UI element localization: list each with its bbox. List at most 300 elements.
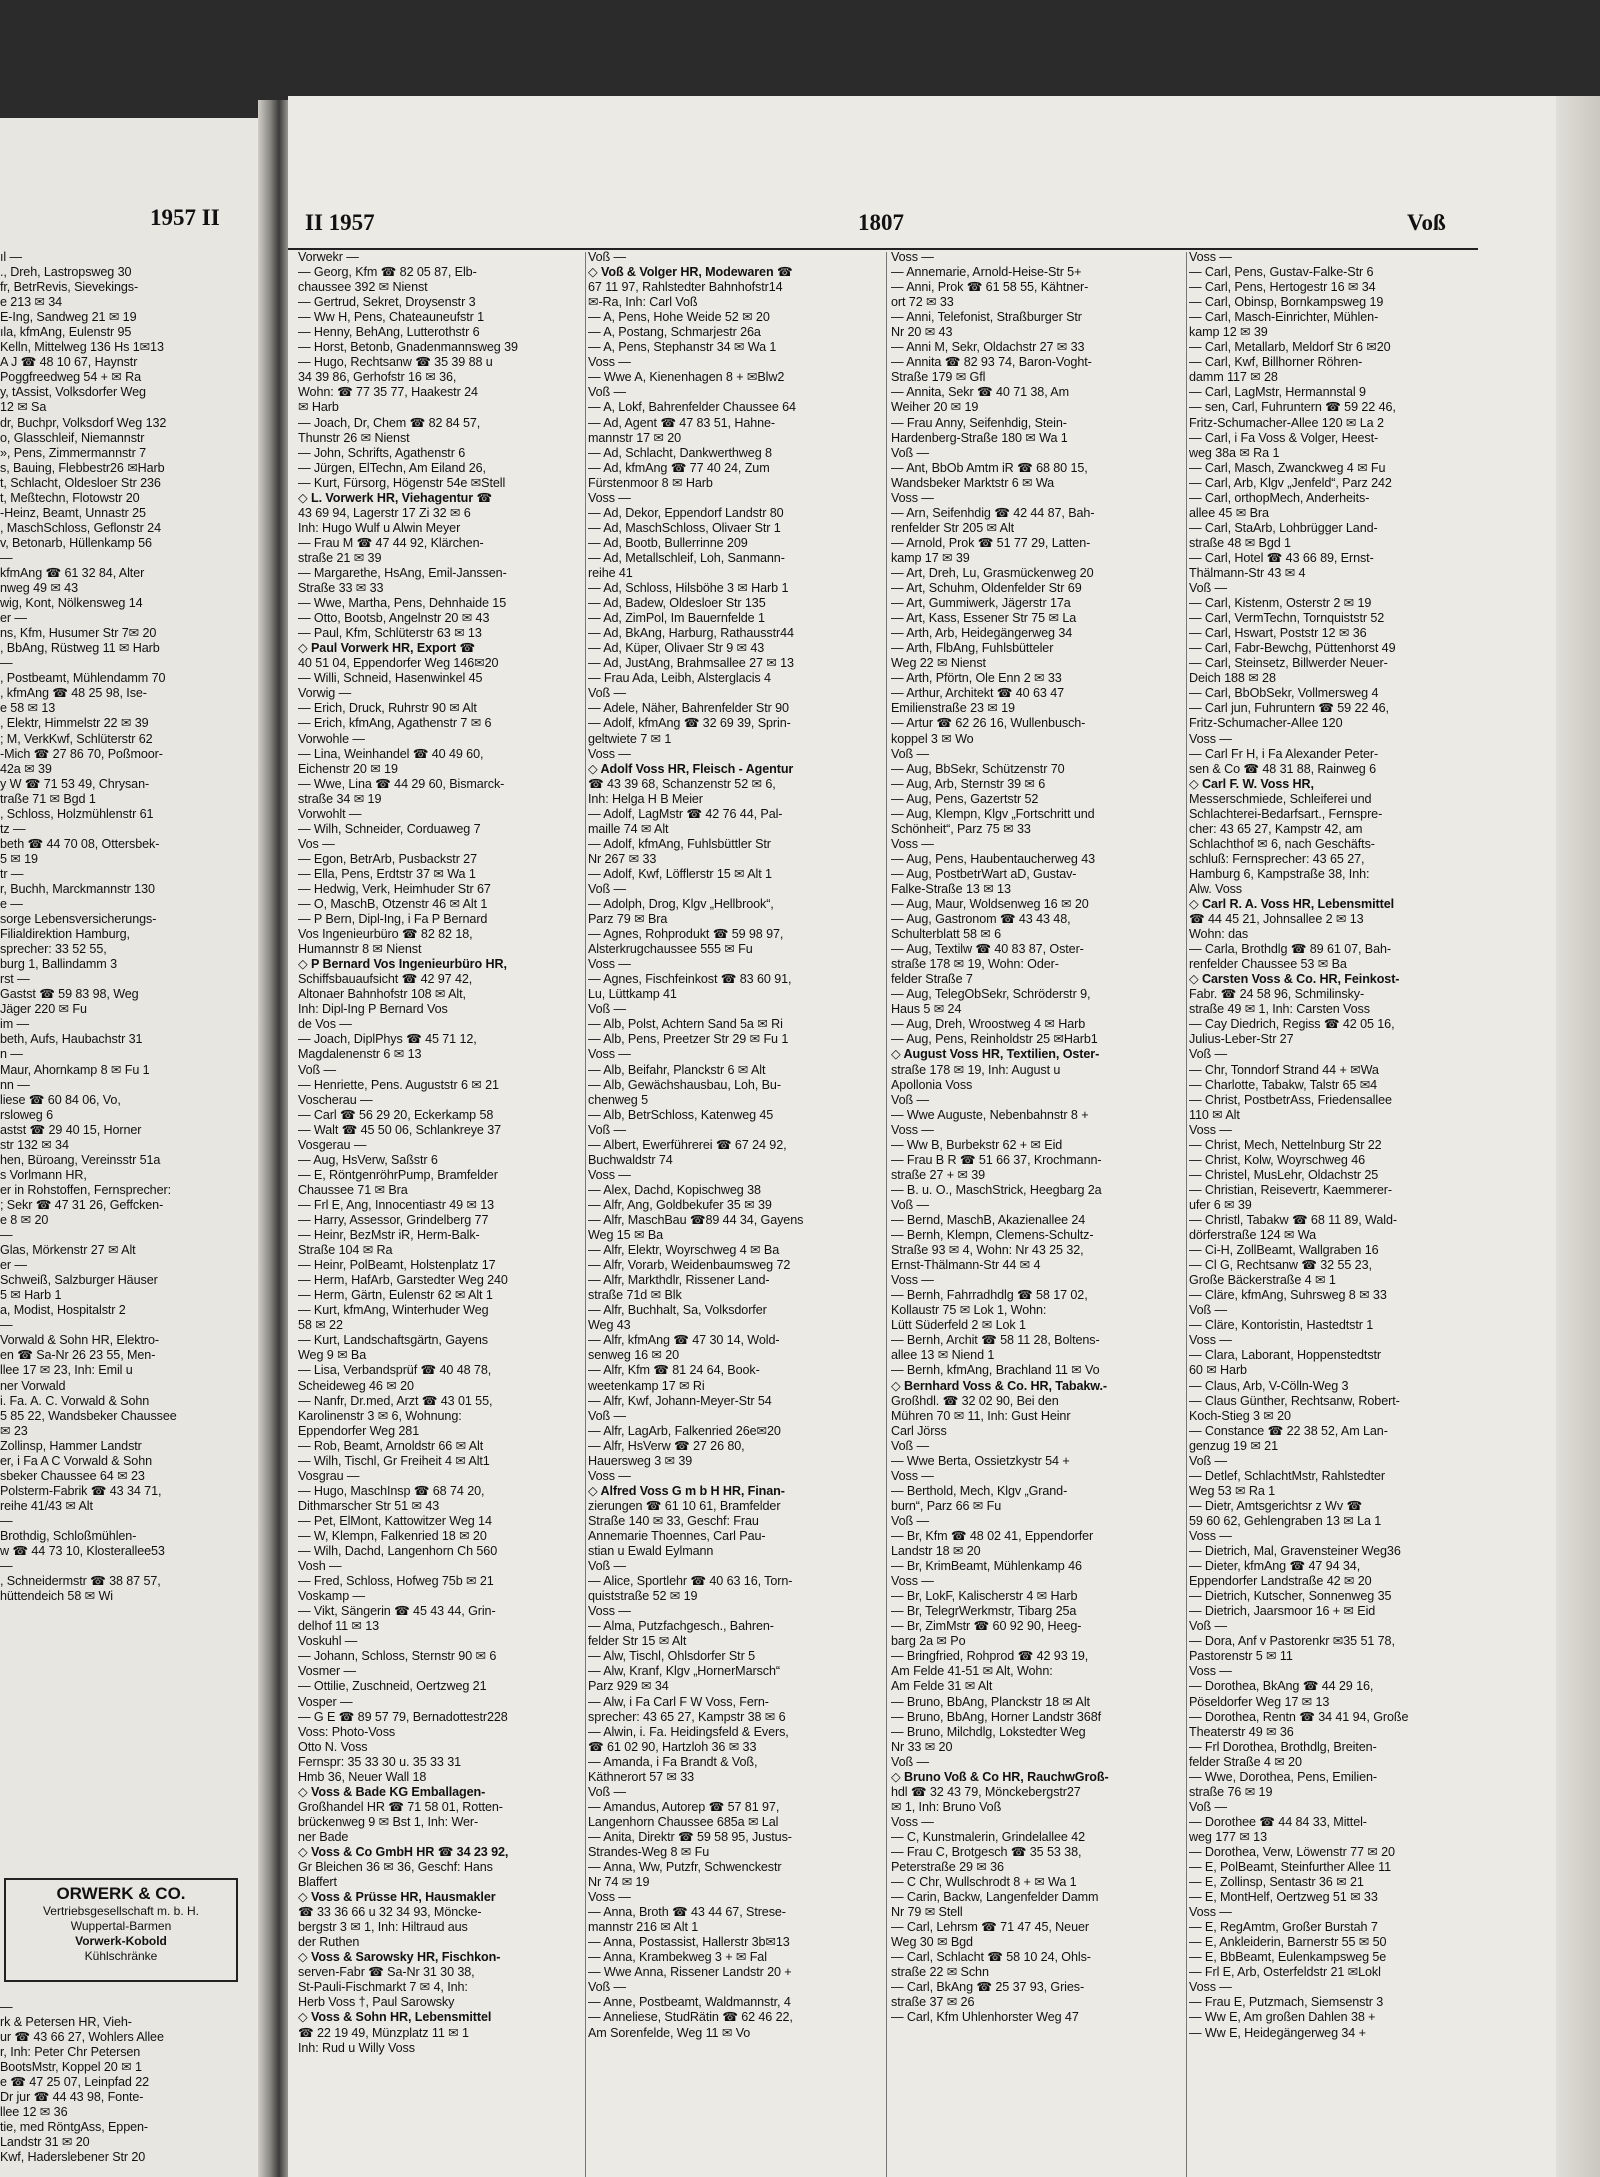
directory-entry-line: — Aug, Arb, Sternstr 39 ✉ 6: [891, 776, 1046, 791]
directory-entry-line: cher: 43 65 27, Kampstr 42, am: [1189, 821, 1363, 836]
right-page-label: II 1957: [305, 210, 375, 235]
directory-entry-line: allee 45 ✉ Bra: [1189, 505, 1269, 520]
directory-entry-line: a, Modist, Hospitalstr 2: [0, 1303, 126, 1318]
directory-entry-line: Nr 20 ✉ 43: [891, 325, 953, 340]
directory-entry-line: — Bernh, Archit ☎ 58 11 28, Boltens-: [891, 1333, 1100, 1348]
left-page-year: 1957 II: [150, 205, 220, 230]
directory-entry-line: — Arth, FlbAng, Fuhlsbütteler: [891, 641, 1054, 656]
directory-entry-line: , MaschSchloss, Geflonstr 24: [0, 520, 161, 535]
directory-entry-line: -Mich ☎ 27 86 70, Poßmoor-: [0, 746, 163, 761]
directory-entry-line: hüttendeich 58 ✉ Wi: [0, 1589, 113, 1604]
directory-entry-line: allee 13 ✉ Niend 1: [891, 1348, 995, 1363]
directory-entry-line: serven-Fabr ☎ Sa-Nr 31 30 38,: [298, 1965, 475, 1980]
directory-entry-line: — Cläre, kfmAng, Suhrsweg 8 ✉ 33: [1189, 1288, 1387, 1303]
directory-entry-line: — Johann, Schloss, Sternstr 90 ✉ 6: [298, 1649, 497, 1664]
directory-entry-line: ◇ Bernhard Voss & Co. HR, Tabakw.-: [891, 1378, 1107, 1393]
directory-entry-line: —: [0, 1318, 13, 1333]
directory-entry-line: , Schneidermstr ☎ 38 87 57,: [0, 1574, 161, 1589]
directory-entry-line: Voß —: [588, 1408, 626, 1423]
directory-entry-line: — Ww E, Am großen Dahlen 38 +: [1189, 2010, 1376, 2025]
directory-entry-line: Voss —: [891, 1814, 934, 1829]
directory-entry-line: — E, PolBeamt, Steinfurther Allee 11: [1189, 1860, 1391, 1875]
directory-entry-line: — Carl, Kistenm, Osterstr 2 ✉ 19: [1189, 596, 1372, 611]
directory-entry-line: burn“, Parz 66 ✉ Fu: [891, 1498, 1002, 1513]
directory-entry-line: Vosmer —: [298, 1664, 356, 1679]
directory-entry-line: ✉ 1, Inh: Bruno Voß: [891, 1799, 1002, 1814]
directory-entry-line: e ☎ 47 25 07, Leinpfad 22: [0, 2075, 150, 2090]
directory-entry-line: — Vikt, Sängerin ☎ 45 43 44, Grin-: [298, 1604, 496, 1619]
directory-entry-line: Voß —: [891, 1092, 929, 1107]
directory-entry-line: — Alwin, i. Fa. Heidingsfeld & Evers,: [588, 1724, 789, 1739]
directory-entry-line: Thunstr 26 ✉ Nienst: [298, 430, 410, 445]
directory-entry-line: , BbAng, Rüstweg 11 ✉ Harb: [0, 641, 160, 656]
directory-entry-line: — A, Pens, Stephanstr 34 ✉ Wa 1: [588, 340, 777, 355]
directory-entry-line: — Carl, Arb, Klgv „Jenfeld“, Parz 242: [1189, 475, 1392, 490]
directory-entry-line: sorge Lebensversicherungs-: [0, 912, 157, 927]
directory-entry-line: Nr 33 ✉ 20: [891, 1739, 953, 1754]
directory-entry-line: — Hugo, MaschInsp ☎ 68 74 20,: [298, 1483, 485, 1498]
directory-entry-line: — A, Postang, Schmarjestr 26a: [588, 325, 761, 340]
directory-entry-line: Voß —: [588, 385, 626, 400]
directory-entry-line: Voss —: [588, 490, 631, 505]
directory-entry-line: hdl ☎ 32 43 79, Mönckebergstr27: [891, 1784, 1081, 1799]
directory-entry-line: senweg 16 ✉ 20: [588, 1348, 680, 1363]
directory-entry-line: straße 178 ✉ 19, Inh: August u: [891, 1062, 1061, 1077]
directory-entry-line: — Annita, Sekr ☎ 40 71 38, Am: [891, 385, 1069, 400]
directory-entry-line: Voß —: [588, 1980, 626, 1995]
directory-entry-line: Weg 30 ✉ Bgd: [891, 1935, 973, 1950]
directory-entry-line: — Anni, Telefonist, Straßburger Str: [891, 310, 1082, 325]
directory-entry-line: ◇ Voss & Sohn HR, Lebensmittel: [298, 2010, 492, 2025]
directory-entry-line: e —: [0, 897, 23, 912]
directory-entry-line: Voscherau —: [298, 1092, 373, 1107]
directory-entry-line: — Ad, Metallschleif, Loh, Sanmann-: [588, 550, 785, 565]
directory-entry-line: — Aug, Dreh, Wroostweg 4 ✉ Harb: [891, 1017, 1086, 1032]
directory-column-1: [298, 250, 580, 2056]
directory-entry-line: — Carl jun, Fuhruntern ☎ 59 22 46,: [1189, 701, 1389, 716]
directory-entry-line: Voß —: [588, 1122, 626, 1137]
directory-entry-line: Dithmarscher Str 51 ✉ 43: [298, 1498, 440, 1513]
directory-entry-line: 5 ✉ Harb 1: [0, 1288, 62, 1303]
directory-entry-line: ıl —: [0, 250, 22, 264]
page-number: 1807: [858, 210, 904, 235]
directory-entry-line: Wohn: das: [1189, 927, 1249, 942]
directory-entry-line: — Claus Günther, Rechtsanw, Robert-: [1189, 1393, 1400, 1408]
directory-entry-line: dörferstraße 124 ✉ Wa: [1189, 1228, 1316, 1243]
directory-entry-line: — Alfr, Vorarb, Weidenbaumsweg 72: [588, 1258, 791, 1273]
directory-entry-line: Maur, Ahornkamp 8 ✉ Fu 1: [0, 1062, 150, 1077]
directory-entry-line: w ☎ 44 73 10, Klosterallee53: [0, 1544, 165, 1559]
directory-entry-line: — Anna, Ww, Putzfr, Schwenckestr: [588, 1860, 782, 1875]
directory-entry-line: weetenkamp 17 ✉ Ri: [588, 1378, 705, 1393]
directory-entry-line: — Ww B, Burbekstr 62 + ✉ Eid: [891, 1137, 1063, 1152]
directory-entry-line: — Anna, Broth ☎ 43 44 67, Strese-: [588, 1905, 786, 1920]
directory-entry-line: — Carl, Masch, Zwanckweg 4 ✉ Fu: [1189, 460, 1386, 475]
directory-entry-line: — Constance ☎ 22 38 52, Am Lan-: [1189, 1423, 1388, 1438]
directory-entry-line: Falke-Straße 13 ✉ 13: [891, 881, 1011, 896]
directory-entry-line: ◇ Paul Vorwerk HR, Export ☎: [298, 641, 476, 656]
directory-entry-line: beth, Aufs, Haubachstr 31: [0, 1032, 143, 1047]
directory-entry-line: — Alfr, LagArb, Falkenried 26e✉20: [588, 1423, 781, 1438]
directory-entry-line: —: [0, 2000, 13, 2014]
directory-entry-line: s, Bauing, Flebbestr26 ✉Harb: [0, 460, 165, 475]
directory-entry-line: straße 178 ✉ 19, Wohn: Oder-: [891, 957, 1059, 972]
directory-column-4: [1189, 250, 1481, 2041]
directory-entry-line: — Henriette, Pens. Auguststr 6 ✉ 21: [298, 1077, 499, 1092]
directory-entry-line: Voss —: [1189, 1122, 1232, 1137]
directory-entry-line: Voss —: [891, 836, 934, 851]
directory-entry-line: — Alw, Kranf, Klgv „HornerMarsch“: [588, 1664, 780, 1679]
directory-entry-line: — Carl, BbObSekr, Vollmersweg 4: [1189, 686, 1379, 701]
directory-entry-line: — Frau E, Putzmach, Siemsenstr 3: [1189, 1995, 1384, 2010]
directory-entry-line: llee 12 ✉ 36: [0, 2105, 68, 2120]
directory-entry-line: -Heinz, Beamt, Unnastr 25: [0, 505, 146, 520]
directory-entry-line: e 213 ✉ 34: [0, 295, 63, 310]
directory-entry-line: straße 71d ✉ Blk: [588, 1288, 682, 1303]
directory-entry-line: — Carl, Kwf, Billhorner Röhren-: [1189, 355, 1363, 370]
directory-entry-line: — Alb, Gewächshausbau, Loh, Bu-: [588, 1077, 781, 1092]
directory-entry-line: — Ad, ZimPol, Im Bauernfelde 1: [588, 611, 765, 626]
directory-entry-line: n —: [0, 1047, 23, 1062]
directory-entry-line: en ☎ Sa-Nr 26 23 55, Men-: [0, 1348, 156, 1363]
directory-entry-line: Kollaustr 75 ✉ Lok 1, Wohn:: [891, 1303, 1047, 1318]
directory-entry-line: — Ad, Schloss, Hilsböhe 3 ✉ Harb 1: [588, 581, 789, 596]
directory-entry-line: — Wwe Anna, Rissener Landstr 20 +: [588, 1965, 792, 1980]
directory-entry-line: — Aug, Pens, Reinholdstr 25 ✉Harb1: [891, 1032, 1098, 1047]
directory-entry-line: sen & Co ☎ 48 31 88, Rainweg 6: [1189, 761, 1377, 776]
directory-entry-line: Voss —: [588, 1167, 631, 1182]
directory-entry-line: Parz 929 ✉ 34: [588, 1679, 669, 1694]
directory-entry-line: — Aug, Textilw ☎ 40 83 87, Oster-: [891, 942, 1084, 957]
directory-entry-line: zierungen ☎ 61 10 61, Bramfelder: [588, 1498, 781, 1513]
directory-entry-line: — Berthold, Mech, Klgv „Grand-: [891, 1483, 1068, 1498]
directory-entry-line: ✉ Harb: [298, 400, 339, 415]
directory-entry-line: — Ad, Bootb, Bullerrinne 209: [588, 535, 748, 550]
directory-entry-line: — Arth, Arb, Heidegängerweg 34: [891, 626, 1073, 641]
directory-entry-line: traße 71 ✉ Bgd 1: [0, 791, 96, 806]
directory-entry-line: Voß —: [1189, 1303, 1227, 1318]
directory-entry-line: », Pens, Zimmermannstr 7: [0, 445, 146, 460]
directory-entry-line: renfelder Chaussee 53 ✉ Ba: [1189, 957, 1347, 972]
directory-entry-line: — E, Ankleiderin, Barnerstr 55 ✉ 50: [1189, 1935, 1387, 1950]
directory-entry-line: — Adolf, kfmAng, Fuhlsbüttler Str: [588, 836, 771, 851]
directory-entry-line: — Adolf, LagMstr ☎ 42 76 44, Pal-: [588, 806, 783, 821]
directory-entry-line: tie, med RöntgAss, Eppen-: [0, 2120, 149, 2135]
directory-entry-line: Voß —: [588, 250, 626, 264]
directory-entry-line: beth ☎ 44 70 08, Ottersbek-: [0, 836, 160, 851]
directory-entry-line: — Alfr, kfmAng ☎ 47 30 14, Wold-: [588, 1333, 780, 1348]
directory-entry-line: — Arth, Pförtn, Ole Enn 2 ✉ 33: [891, 671, 1062, 686]
directory-entry-line: — Alfr, Ang, Goldbekufer 35 ✉ 39: [588, 1197, 772, 1212]
directory-entry-line: Ernst-Thälmann-Str 44 ✉ 4: [891, 1258, 1041, 1273]
directory-entry-line: — Christl, Tabakw ☎ 68 11 89, Wald-: [1189, 1213, 1397, 1227]
directory-entry-line: ner Bade: [298, 1829, 349, 1844]
directory-entry-line: Parz 79 ✉ Bra: [588, 912, 668, 927]
directory-entry-line: — Carl, Hotel ☎ 43 66 89, Ernst-: [1189, 550, 1374, 565]
directory-entry-line: — Frl E, Arb, Osterfeldstr 21 ✉Lokl: [1189, 1965, 1381, 1980]
directory-entry-line: llee 17 ✉ 23, Inh: Emil u: [0, 1363, 133, 1378]
directory-entry-line: St-Pauli-Fischmarkt 7 ✉ 4, Inh:: [298, 1980, 468, 1995]
directory-entry-line: — C, Kunstmalerin, Grindelallee 42: [891, 1829, 1085, 1844]
directory-entry-line: Vorwald & Sohn HR, Elektro-: [0, 1333, 159, 1348]
directory-entry-line: Voss —: [1189, 1528, 1232, 1543]
directory-entry-line: — E, RöntgenröhrPump, Bramfelder: [298, 1167, 498, 1182]
directory-entry-line: — Frau Anny, Seifenhdig, Stein-: [891, 415, 1067, 430]
directory-entry-line: — Anna, Krambekweg 3 + ✉ Fal: [588, 1950, 767, 1965]
directory-entry-line: — Artur ☎ 62 26 16, Wullenbusch-: [891, 716, 1086, 731]
directory-entry-line: er in Rohstoffen, Fernsprecher:: [0, 1182, 171, 1197]
directory-entry-line: — Agnes, Fischfeinkost ☎ 83 60 91,: [588, 972, 792, 987]
directory-entry-line: — Bruno, BbAng, Planckstr 18 ✉ Alt: [891, 1694, 1090, 1709]
directory-entry-line: — Christ, PostbetrAss, Friedensallee: [1189, 1092, 1392, 1107]
directory-entry-line: — Ad, JustAng, Brahmsallee 27 ✉ 13: [588, 656, 794, 671]
directory-entry-line: — Detlef, SchlachtMstr, Rahlstedter: [1189, 1468, 1385, 1483]
directory-entry-line: — A, Pens, Hohe Weide 52 ✉ 20: [588, 310, 770, 325]
directory-entry-line: — Lisa, Verbandsprüf ☎ 40 48 78,: [298, 1363, 492, 1378]
directory-entry-line: — Ww H, Pens, Chateauneufstr 1: [298, 310, 484, 325]
directory-entry-line: — Carl, Schlacht ☎ 58 10 24, Ohls-: [891, 1950, 1091, 1965]
directory-entry-line: Humannstr 8 ✉ Nienst: [298, 942, 422, 957]
directory-entry-line: — Paul, Kfm, Schlüterstr 63 ✉ 13: [298, 626, 482, 641]
directory-entry-line: Landstr 31 ✉ 20: [0, 2135, 90, 2150]
directory-entry-line: — Art, Gummiwerk, Jägerstr 17a: [891, 596, 1071, 611]
directory-entry-line: Voss —: [891, 1468, 934, 1483]
directory-entry-line: geltwiete 7 ✉ 1: [588, 731, 672, 746]
directory-entry-line: — C Chr, Wullschrodt 8 + ✉ Wa 1: [891, 1875, 1077, 1890]
directory-entry-line: Voss —: [891, 250, 934, 264]
directory-entry-line: — Frl E, Ang, Innocentiastr 49 ✉ 13: [298, 1197, 495, 1212]
directory-entry-line: Glas, Mörkenstr 27 ✉ Alt: [0, 1243, 136, 1258]
directory-entry-line: brückenweg 9 ✉ Bst 1, Inh: Wer-: [298, 1814, 479, 1829]
directory-entry-line: Voss —: [1189, 1980, 1232, 1995]
directory-entry-line: — Henny, BehAng, Lutterothstr 6: [298, 325, 480, 340]
directory-entry-line: o, Glasschleif, Niemannstr: [0, 430, 145, 445]
directory-entry-line: Voß —: [1189, 1453, 1227, 1468]
directory-entry-line: — Ww E, Heidegängerweg 34 +: [1189, 2025, 1366, 2040]
directory-entry-line: — Joach, DiplPhys ☎ 45 71 12,: [298, 1032, 477, 1047]
directory-entry-line: — Wwe Berta, Ossietzkystr 54 +: [891, 1453, 1070, 1468]
directory-entry-line: Zollinsp, Hammer Landstr: [0, 1438, 142, 1453]
directory-entry-line: — Carl, Lehrsm ☎ 71 47 45, Neuer: [891, 1920, 1089, 1935]
directory-entry-line: Voss —: [1189, 731, 1232, 746]
directory-entry-line: — Alex, Dachd, Kopischweg 38: [588, 1182, 761, 1197]
directory-entry-line: Herb Voss †, Paul Sarowsky: [298, 1995, 455, 2010]
directory-entry-line: — Adele, Näher, Bahrenfelder Str 90: [588, 701, 789, 716]
directory-entry-line: Fabr. ☎ 24 58 96, Schmilinsky-: [1189, 987, 1365, 1002]
directory-entry-line: — Ottilie, Zuschneid, Oertzweg 21: [298, 1679, 487, 1694]
directory-entry-line: Altonaer Bahnhofstr 108 ✉ Alt,: [298, 987, 466, 1002]
directory-entry-line: Lütt Süderfeld 2 ✉ Lok 1: [891, 1318, 1026, 1333]
directory-entry-line: Voss —: [891, 1273, 934, 1288]
directory-entry-line: Voss —: [588, 1604, 631, 1619]
directory-entry-line: — E, BbBeamt, Eulenkampsweg 5e: [1189, 1950, 1387, 1965]
directory-entry-line: — Chr, Tonndorf Strand 44 + ✉Wa: [1189, 1062, 1379, 1077]
directory-entry-line: — Hugo, Rechtsanw ☎ 35 39 88 u: [298, 355, 493, 370]
directory-entry-line: Voss —: [588, 355, 631, 370]
directory-entry-line: —: [0, 550, 13, 565]
directory-entry-line: ✉ 23: [0, 1423, 28, 1438]
directory-entry-line: burg 1, Ballindamm 3: [0, 957, 118, 972]
directory-entry-line: — Carl, Kfm Uhlenhorster Weg 47: [891, 2010, 1079, 2025]
directory-entry-line: Peterstraße 29 ✉ 36: [891, 1860, 1004, 1875]
directory-entry-line: Voskuhl —: [298, 1634, 358, 1649]
directory-entry-line: ◇ L. Vorwerk HR, Viehagentur ☎: [298, 490, 493, 505]
directory-entry-line: —: [0, 1228, 13, 1243]
directory-entry-line: — Dietr, Amtsgerichtsr z Wv ☎: [1189, 1498, 1363, 1513]
directory-entry-line: Gastst ☎ 59 83 98, Weg: [0, 987, 139, 1002]
directory-entry-line: — Alw, Tischl, Ohlsdorfer Str 5: [588, 1649, 755, 1664]
directory-entry-line: liese ☎ 60 84 06, Vo,: [0, 1092, 121, 1107]
directory-entry-line: Voß —: [588, 1002, 626, 1017]
ad-line: Vorwerk-Kobold: [75, 1934, 167, 1948]
directory-entry-line: — Aug, Pens, Haubentaucherweg 43: [891, 851, 1096, 866]
directory-entry-line: Haus 5 ✉ 24: [891, 1002, 962, 1017]
directory-entry-line: Magdalenenstr 6 ✉ 13: [298, 1047, 422, 1062]
directory-entry-line: str 132 ✉ 34: [0, 1137, 69, 1152]
vorwerk-advertisement: [4, 1878, 238, 1982]
directory-entry-line: — Kurt, kfmAng, Winterhuder Weg: [298, 1303, 489, 1318]
directory-entry-line: , kfmAng ☎ 48 25 98, Ise-: [0, 686, 147, 701]
directory-entry-line: — Ella, Pens, Erdtstr 37 ✉ Wa 1: [298, 866, 476, 881]
directory-entry-line: — Dorothea, Verw, Löwenstr 77 ✉ 20: [1189, 1844, 1395, 1859]
directory-entry-line: ◇ Adolf Voss HR, Fleisch - Agentur: [588, 761, 794, 776]
directory-entry-line: i. Fa. A. C. Vorwald & Sohn: [0, 1393, 150, 1408]
directory-entry-line: Voss —: [1189, 1905, 1232, 1920]
directory-entry-line: — Carl, Hswart, Poststr 12 ✉ 36: [1189, 626, 1367, 641]
ad-line: Kühlschränke: [84, 1949, 158, 1963]
directory-entry-line: — Carin, Backw, Langenfelder Damm: [891, 1890, 1099, 1905]
directory-entry-line: quiststraße 52 ✉ 19: [588, 1589, 698, 1604]
directory-entry-line: ur ☎ 43 66 27, Wohlers Allee: [0, 2030, 164, 2045]
directory-entry-line: Großhandel HR ☎ 71 58 01, Rotten-: [298, 1799, 503, 1814]
directory-entry-line: — Aug, TelegObSekr, Schröderstr 9,: [891, 987, 1091, 1002]
directory-entry-line: Wohn: ☎ 77 35 77, Haakestr 24: [298, 385, 478, 400]
directory-entry-line: Voß —: [1189, 581, 1227, 596]
directory-entry-line: — Alfr, MaschBau ☎89 44 34, Gayens: [588, 1213, 804, 1227]
directory-entry-line: Voss —: [588, 1890, 631, 1905]
directory-entry-line: Voss —: [588, 1047, 631, 1062]
directory-entry-line: — Margarethe, HsAng, Emil-Janssen-: [298, 565, 507, 580]
directory-entry-line: — Wwe, Dorothea, Pens, Emilien-: [1189, 1769, 1377, 1784]
directory-entry-line: 60 ✉ Harb: [1189, 1363, 1247, 1378]
directory-entry-line: Hardenberg-Straße 180 ✉ Wa 1: [891, 430, 1068, 445]
directory-entry-line: — Wwe Auguste, Nebenbahnstr 8 +: [891, 1107, 1089, 1122]
directory-entry-line: Voß —: [588, 1784, 626, 1799]
directory-entry-line: Voß —: [588, 1559, 626, 1574]
directory-entry-line: Fernspr: 35 33 30 u. 35 33 31: [298, 1754, 462, 1769]
directory-entry-line: tz —: [0, 821, 26, 836]
directory-entry-line: ◇ Voss & Co GmbH HR ☎ 34 23 92,: [298, 1844, 509, 1859]
directory-entry-line: genzug 19 ✉ 21: [1189, 1438, 1278, 1453]
directory-entry-line: Käthnerort 57 ✉ 33: [588, 1769, 695, 1784]
directory-entry-line: chenweg 5: [588, 1092, 649, 1107]
directory-entry-line: Hauersweg 3 ✉ 39: [588, 1453, 693, 1468]
directory-entry-line: — Wwe A, Kienenhagen 8 + ✉Blw2: [588, 370, 785, 385]
directory-entry-line: — Frau M ☎ 47 44 92, Klärchen-: [298, 535, 484, 550]
directory-entry-line: — Carl, StaArb, Lohbrügger Land-: [1189, 520, 1378, 535]
directory-entry-line: 40 51 04, Eppendorfer Weg 146✉20: [298, 656, 499, 671]
directory-entry-line: Langenhorn Chaussee 685a ✉ Lal: [588, 1814, 779, 1829]
directory-entry-line: Voss —: [1189, 1664, 1232, 1679]
directory-entry-line: y, tAssist, Volksdorfer Weg: [0, 385, 146, 400]
directory-entry-line: — Wilh, Schneider, Corduaweg 7: [298, 821, 481, 836]
directory-entry-line: — Dora, Anf v Pastorenkr ✉35 51 78,: [1189, 1634, 1395, 1649]
directory-entry-line: sprecher: 43 65 27, Kampstr 38 ✉ 6: [588, 1709, 786, 1724]
directory-entry-line: — Br, TelegrWerkmstr, Tibarg 25a: [891, 1604, 1077, 1619]
directory-entry-line: — Erich, kfmAng, Agathenstr 7 ✉ 6: [298, 716, 492, 731]
directory-entry-line: straße 34 ✉ 19: [298, 791, 382, 806]
directory-entry-line: 110 ✉ Alt: [1189, 1107, 1240, 1122]
directory-entry-line: Schweiß, Salzburger Häuser: [0, 1273, 158, 1288]
directory-entry-line: Fürstenmoor 8 ✉ Harb: [588, 475, 713, 490]
directory-entry-line: Scheideweg 46 ✉ 20: [298, 1378, 414, 1393]
directory-entry-line: Große Bäckerstraße 4 ✉ 1: [1189, 1273, 1336, 1288]
directory-entry-line: Weg 9 ✉ Ba: [298, 1348, 367, 1363]
directory-entry-line: — Bernh, kfmAng, Brachland 11 ✉ Vo: [891, 1363, 1100, 1378]
directory-entry-line: Voß —: [891, 1438, 929, 1453]
directory-entry-line: — B. u. O., MaschStrick, Heegbarg 2a: [891, 1182, 1102, 1197]
directory-entry-line: — E, MontHelf, Oertzweg 51 ✉ 33: [1189, 1890, 1378, 1905]
directory-entry-line: Am Sorenfelde, Weg 11 ✉ Vo: [588, 2025, 751, 2040]
directory-entry-line: rk & Petersen HR, Vieh-: [0, 2015, 132, 2030]
directory-entry-line: straße 22 ✉ Schn: [891, 1965, 989, 1980]
directory-entry-line: — Herm, HafArb, Garstedter Weg 240: [298, 1273, 508, 1288]
directory-entry-line: — Amanda, i Fa Brandt & Voß,: [588, 1754, 758, 1769]
directory-entry-line: Schönheit“, Parz 75 ✉ 33: [891, 821, 1031, 836]
directory-entry-line: —: [0, 1513, 13, 1528]
ad-line: Vertriebsgesellschaft m. b. H.: [42, 1904, 200, 1918]
directory-column-3: [891, 250, 1183, 2026]
directory-entry-line: 34 39 86, Gerhofstr 16 ✉ 36,: [298, 370, 457, 385]
directory-entry-line: — Hedwig, Verk, Heimhuder Str 67: [298, 881, 491, 896]
directory-entry-line: — Carl ☎ 56 29 20, Eckerkamp 58: [298, 1107, 494, 1122]
left-page-bottom-column: [0, 2000, 250, 2166]
directory-entry-line: — Harry, Assessor, Grindelberg 77: [298, 1213, 489, 1227]
directory-entry-line: ort 72 ✉ 33: [891, 295, 954, 310]
directory-entry-line: Weg 22 ✉ Nienst: [891, 656, 986, 671]
directory-entry-line: — Herm, Gärtn, Eulenstr 62 ✉ Alt 1: [298, 1288, 493, 1303]
directory-entry-line: rst —: [0, 972, 30, 987]
directory-entry-line: tr —: [0, 866, 24, 881]
directory-entry-line: — Bernh, Fahrradhdlg ☎ 58 17 02,: [891, 1288, 1088, 1303]
directory-entry-line: — Otto, Bootsb, Angelnstr 20 ✉ 43: [298, 611, 490, 626]
directory-entry-line: im —: [0, 1017, 29, 1032]
directory-entry-line: straße 27 + ✉ 39: [891, 1167, 986, 1182]
directory-entry-line: — Wwe, Lina ☎ 44 29 60, Bismarck-: [298, 776, 505, 791]
directory-entry-line: , Elektr, Himmelstr 22 ✉ 39: [0, 716, 149, 731]
directory-entry-line: — Frau Ada, Leibh, Alsterglacis 4: [588, 671, 771, 686]
directory-entry-line: — Carl Fr H, i Fa Alexander Peter-: [1189, 746, 1379, 761]
directory-entry-line: Theaterstr 49 ✉ 36: [1189, 1724, 1294, 1739]
directory-entry-line: — Georg, Kfm ☎ 82 05 87, Elb-: [298, 265, 477, 280]
directory-entry-line: — Alfr, Markthdlr, Rissener Land-: [588, 1273, 770, 1288]
directory-entry-line: — Ad, Schlacht, Dankwerthweg 8: [588, 445, 772, 460]
directory-entry-line: — Cläre, Kontoristin, Hastedtstr 1: [1189, 1318, 1374, 1333]
directory-entry-line: 5 85 22, Wandsbeker Chaussee: [0, 1408, 177, 1423]
directory-entry-line: sbeker Chaussee 64 ✉ 23: [0, 1468, 145, 1483]
directory-entry-line: — sen, Carl, Fuhruntern ☎ 59 22 46,: [1189, 400, 1396, 415]
directory-entry-line: — Carl, BkAng ☎ 25 37 93, Gries-: [891, 1980, 1085, 1995]
directory-entry-line: — Charlotte, Tabakw, Talstr 65 ✉4: [1189, 1077, 1378, 1092]
directory-entry-line: Pöseldorfer Weg 17 ✉ 13: [1189, 1694, 1330, 1709]
directory-entry-line: Vorwohlt —: [298, 806, 362, 821]
directory-entry-line: — Agnes, Rohprodukt ☎ 59 98 97,: [588, 927, 784, 942]
directory-entry-line: , Postbeamt, Mühlendamm 70: [0, 671, 166, 686]
directory-entry-line: Eppendorfer Weg 281: [298, 1423, 420, 1438]
directory-entry-line: 5 ✉ 19: [0, 851, 38, 866]
directory-entry-line: Voss —: [1189, 250, 1232, 264]
book-gutter: [258, 100, 288, 2177]
